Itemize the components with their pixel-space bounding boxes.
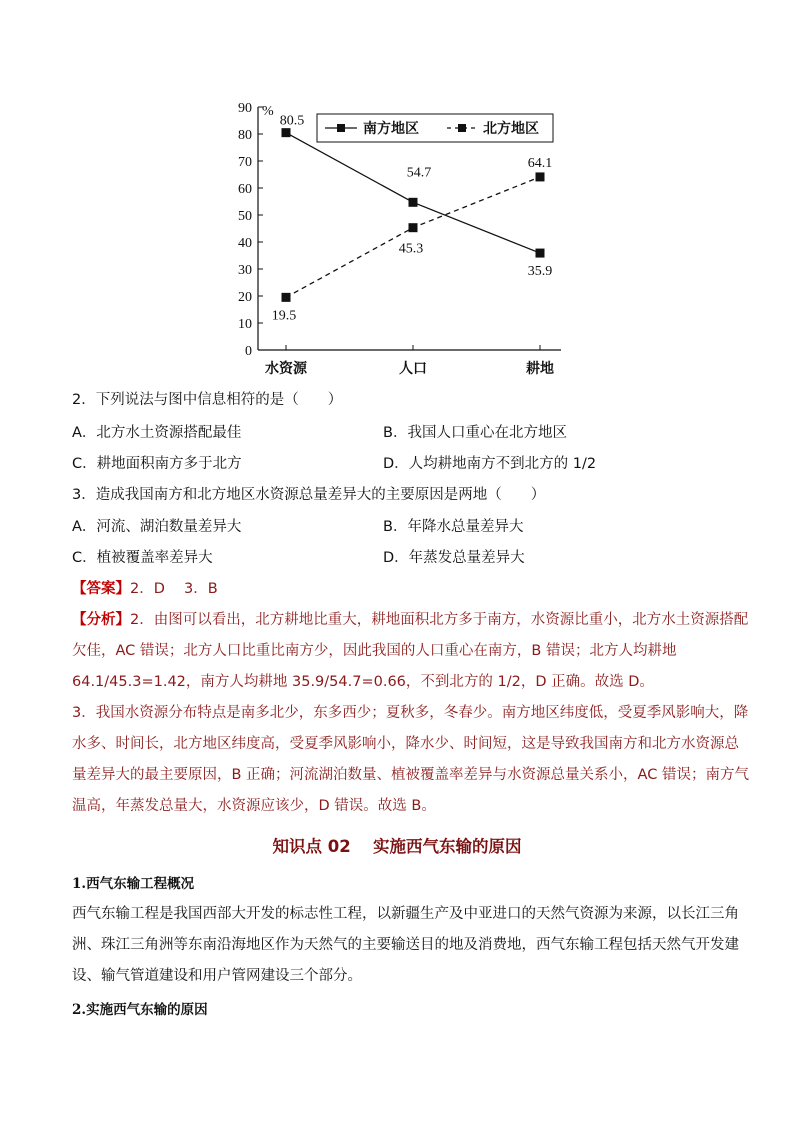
answer-text: 2．D 3．B (130, 581, 218, 597)
analysis-line-5: 水多、时间长，北方地区纬度高，受夏季风影响小，降水少、时间短，这是导致我国南方和北方水资源总 (72, 736, 739, 752)
legend-south-label: 南方地区 (363, 121, 419, 137)
data-point-marker (536, 249, 545, 258)
data-label: 64.1 (527, 155, 553, 171)
q3-option-a: A．河流、湖泊数量差异大 (72, 519, 242, 535)
data-label: 19.5 (271, 308, 297, 324)
analysis-line-7: 温高，年蒸发总量大，水资源应该少，D 错误。故选 B。 (72, 798, 436, 814)
data-label: 35.9 (527, 264, 553, 280)
q3-option-c: C．植被覆盖率差异大 (72, 550, 213, 566)
data-point-marker (409, 223, 418, 232)
data-point-marker (536, 172, 545, 181)
q2-option-c: C．耕地面积南方多于北方 (72, 456, 242, 472)
y-tick-label: 0 (245, 344, 252, 359)
analysis-line-2: 欠佳，AC 错误；北方人口比重比南方少，因此我国的人口重心在南方，B 错误；北方人均耕地 (72, 643, 677, 659)
legend-north-label: 北方地区 (483, 121, 539, 137)
q3-option-b: B．年降水总量差异大 (383, 519, 524, 535)
answer-line (72, 579, 218, 599)
subheading-1: 1.西气东输工程概况 (72, 876, 195, 892)
chart-series (272, 114, 553, 324)
analysis-text-1: 2．由图可以看出，北方耕地比重大，耕地面积北方多于南方，水资源比重小，北方水土资源搭配 (130, 612, 749, 628)
y-tick-label: 70 (238, 155, 252, 170)
subheading-2: 2.实施西气东输的原因 (72, 1002, 208, 1018)
x-axis (258, 345, 561, 377)
legend-south-marker (337, 124, 345, 132)
paragraph-line-2: 洲、珠江三角洲等东南沿海地区作为天然气的主要输送目的地及消费地，西气东输工程包括天然气开发建 (72, 937, 739, 953)
y-tick-label: 90 (238, 101, 252, 116)
data-label: 54.7 (406, 165, 432, 181)
paragraph-line-1: 西气东输工程是我国西部大开发的标志性工程，以新疆生产及中亚进口的天然气资源为来源，以长江三角 (72, 906, 739, 922)
y-tick-label: 40 (238, 236, 252, 251)
y-unit-label: % (262, 104, 274, 119)
q2-option-a: A．北方水土资源搭配最佳 (72, 425, 242, 441)
data-point-marker (282, 128, 291, 137)
x-tick-label: 人口 (399, 361, 427, 377)
q2-option-b: B．我国人口重心在北方地区 (383, 425, 567, 441)
y-tick-label: 80 (238, 128, 252, 143)
answer-tag: 【答案】 (72, 581, 130, 597)
q2-stem: 2．下列说法与图中信息相符的是（ ） (72, 392, 343, 408)
chart-legend (317, 114, 553, 142)
series-line-south (286, 133, 540, 253)
paragraph-line-3: 设、输气管道建设和用户管网建设三个部分。 (72, 968, 362, 984)
data-label: 45.3 (398, 241, 424, 257)
x-tick-label: 耕地 (526, 361, 554, 377)
y-tick-label: 10 (238, 317, 252, 332)
q2-option-d: D．人均耕地南方不到北方的 1/2 (383, 456, 597, 472)
y-tick-label: 60 (238, 182, 252, 197)
analysis-tag: 【分析】 (72, 612, 130, 628)
series-line-north (286, 177, 540, 297)
q3-stem: 3．造成我国南方和北方地区水资源总量差异大的主要原因是两地（ ） (72, 487, 546, 503)
y-tick-label: 50 (238, 209, 252, 224)
analysis-line-6: 量差异大的最主要原因，B 正确；河流湖泊数量、植被覆盖率差异与水资源总量关系小，AC 错误；南方气 (72, 767, 749, 783)
y-axis (238, 101, 274, 359)
data-label: 80.5 (279, 113, 305, 129)
analysis-line-4: 3．我国水资源分布特点是南多北少，东多西少；夏秋多，冬春少。南方地区纬度低，受夏季风影响大，降 (72, 705, 749, 721)
data-point-marker (409, 198, 418, 207)
section-heading: 知识点 02 实施西气东输的原因 (272, 837, 522, 856)
x-tick-label: 水资源 (265, 361, 307, 377)
y-tick-label: 20 (238, 290, 252, 305)
y-tick-label: 30 (238, 263, 252, 278)
q3-option-d: D．年蒸发总量差异大 (383, 550, 525, 566)
analysis-line-3: 64.1/45.3=1.42，南方人均耕地 35.9/54.7=0.66，不到北方的 1/2，D 正确。故选 D。 (72, 674, 654, 690)
data-point-marker (282, 293, 291, 302)
legend-north-marker (458, 124, 466, 132)
line-chart (225, 98, 565, 388)
analysis-line-1 (72, 610, 748, 630)
